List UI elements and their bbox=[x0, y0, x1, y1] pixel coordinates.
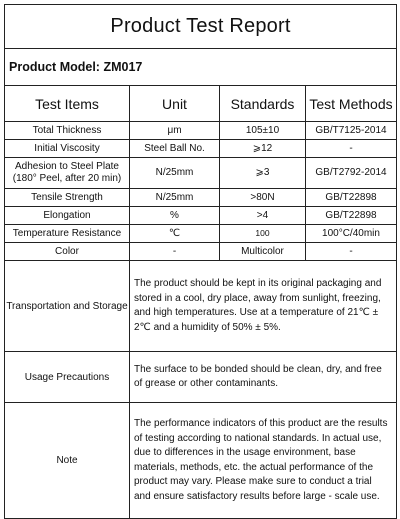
row-standard: 105±10 bbox=[220, 122, 306, 140]
table-row bbox=[5, 225, 397, 243]
row-unit: N/25mm bbox=[130, 158, 220, 189]
row-unit: - bbox=[130, 243, 220, 261]
table-row bbox=[5, 122, 397, 140]
row-method: GB/T22898 bbox=[306, 207, 397, 225]
row-standard: ⩾3 bbox=[220, 158, 306, 189]
row-unit: % bbox=[130, 207, 220, 225]
test-report-table bbox=[4, 4, 397, 519]
table-row bbox=[5, 189, 397, 207]
usage-precautions-row bbox=[5, 352, 397, 403]
row-item-line: Adhesion to Steel Plate bbox=[15, 161, 119, 172]
transport-storage-row bbox=[5, 261, 397, 352]
transport-storage-text: The product should be kept in its original packaging and stored in a cool, dry place, away from sunlight, freezing, and high temperatures. Use at a temperature of 21℃ ± 2℃ and a humidity of 50% ± 5%. bbox=[130, 261, 397, 352]
usage-precautions-label: Usage Precautions bbox=[5, 352, 130, 403]
row-unit: N/25mm bbox=[130, 189, 220, 207]
row-method: GB/T7125-2014 bbox=[306, 122, 397, 140]
row-item: Temperature Resistance bbox=[5, 225, 130, 243]
row-standard: >4 bbox=[220, 207, 306, 225]
table-row bbox=[5, 158, 397, 189]
row-item: Initial Viscosity bbox=[5, 140, 130, 158]
header-test-items: Test Items bbox=[5, 86, 130, 122]
row-item: Total Thickness bbox=[5, 122, 130, 140]
note-text: The performance indicators of this product are the results of testing according to national standards. In actual use, due to differences in the usage environment, base materials, methods, etc. the actual performance of the product may vary. Please make sure to conduct a trial and ensure satisfactory results before large - scale use. bbox=[130, 403, 397, 519]
header-unit: Unit bbox=[130, 86, 220, 122]
row-method: - bbox=[306, 140, 397, 158]
table-row bbox=[5, 243, 397, 261]
usage-precautions-text: The surface to be bonded should be clean, dry, and free of grease or other contaminants. bbox=[130, 352, 397, 403]
row-item: Color bbox=[5, 243, 130, 261]
note-label: Note bbox=[5, 403, 130, 519]
table-row bbox=[5, 207, 397, 225]
row-method: 100°C/40min bbox=[306, 225, 397, 243]
note-row bbox=[5, 403, 397, 519]
row-standard: >80N bbox=[220, 189, 306, 207]
row-item: Tensile Strength bbox=[5, 189, 130, 207]
row-unit: ℃ bbox=[130, 225, 220, 243]
row-standard: Multicolor bbox=[220, 243, 306, 261]
table-header-row bbox=[5, 86, 397, 122]
row-unit: μm bbox=[130, 122, 220, 140]
row-item-line: (180° Peel, after 20 min) bbox=[12, 173, 122, 184]
row-method: GB/T22898 bbox=[306, 189, 397, 207]
header-test-methods: Test Methods bbox=[306, 86, 397, 122]
row-standard bbox=[220, 225, 306, 243]
product-model: Product Model: ZM017 bbox=[5, 49, 397, 86]
row-unit: Steel Ball No. bbox=[130, 140, 220, 158]
row-item bbox=[5, 158, 130, 189]
report-title: Product Test Report bbox=[5, 5, 397, 49]
row-item: Elongation bbox=[5, 207, 130, 225]
row-method: GB/T2792-2014 bbox=[306, 158, 397, 189]
row-standard-value: 100 bbox=[255, 228, 270, 238]
transport-storage-label: Transportation and Storage bbox=[5, 261, 130, 352]
header-standards: Standards bbox=[220, 86, 306, 122]
row-method: - bbox=[306, 243, 397, 261]
table-row bbox=[5, 140, 397, 158]
row-standard: ⩾12 bbox=[220, 140, 306, 158]
